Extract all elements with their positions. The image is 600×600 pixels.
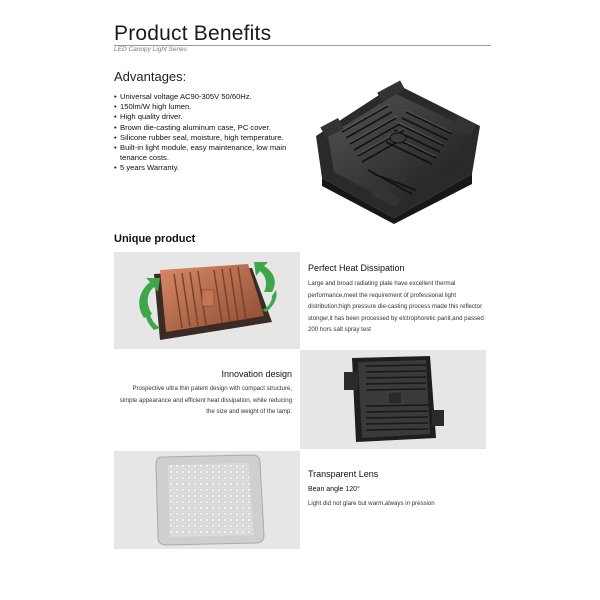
list-item: • Universal voltage AC90-305V 50/60Hz.: [114, 92, 314, 102]
list-item: • Built-in light module, easy maintenance, low main tenance costs.: [114, 143, 314, 163]
heatsink-side-illustration: [300, 350, 486, 449]
unique-product-heading: Unique product: [114, 233, 196, 245]
page-title: Product Benefits: [114, 22, 272, 45]
section-title: Perfect Heat Dissipation: [308, 263, 405, 273]
section-body: Light did not glare but warm,always in pression: [308, 500, 435, 507]
section-body: Prospective ultra thin patent design with compact structure, simple appearance and efficient heat dissipation, while reducing the size and weight of the lamp.: [119, 385, 292, 416]
list-item: • Brown die-casting aluminum case, PC cover.: [114, 123, 314, 133]
list-item: • High quality driver.: [114, 112, 314, 122]
page-subtitle: LED Canopy Light Series: [114, 46, 187, 53]
heat-dissipation-image: [114, 252, 300, 349]
advantages-heading: Advantages:: [114, 69, 187, 84]
copper-heatsink-illustration: [114, 252, 300, 349]
product-image-heatsink: [308, 74, 488, 224]
advantages-list: [114, 92, 314, 174]
list-item: • 5 years Warranty.: [114, 163, 314, 173]
section-title: Transparent Lens: [308, 469, 379, 479]
list-item: • Silicone rubber seal, moisture, high temperature.: [114, 133, 314, 143]
section-title: Innovation design: [221, 369, 292, 379]
section-body: Large and broad radiating plate have excellent thermal performance,meet the requirement of professional light distribution;high pressure die-casting process made this reflector stonger,it has been processed by elctrophoretic panit,and passed 200 hors salt spray test: [308, 280, 484, 334]
list-item: • 150lm/W high lumen.: [114, 102, 314, 112]
section-subtitle: Bean angle 120°: [308, 486, 360, 493]
innovation-design-image: [300, 350, 486, 449]
transparent-lens-image: [114, 451, 300, 549]
lens-illustration: [114, 451, 300, 549]
